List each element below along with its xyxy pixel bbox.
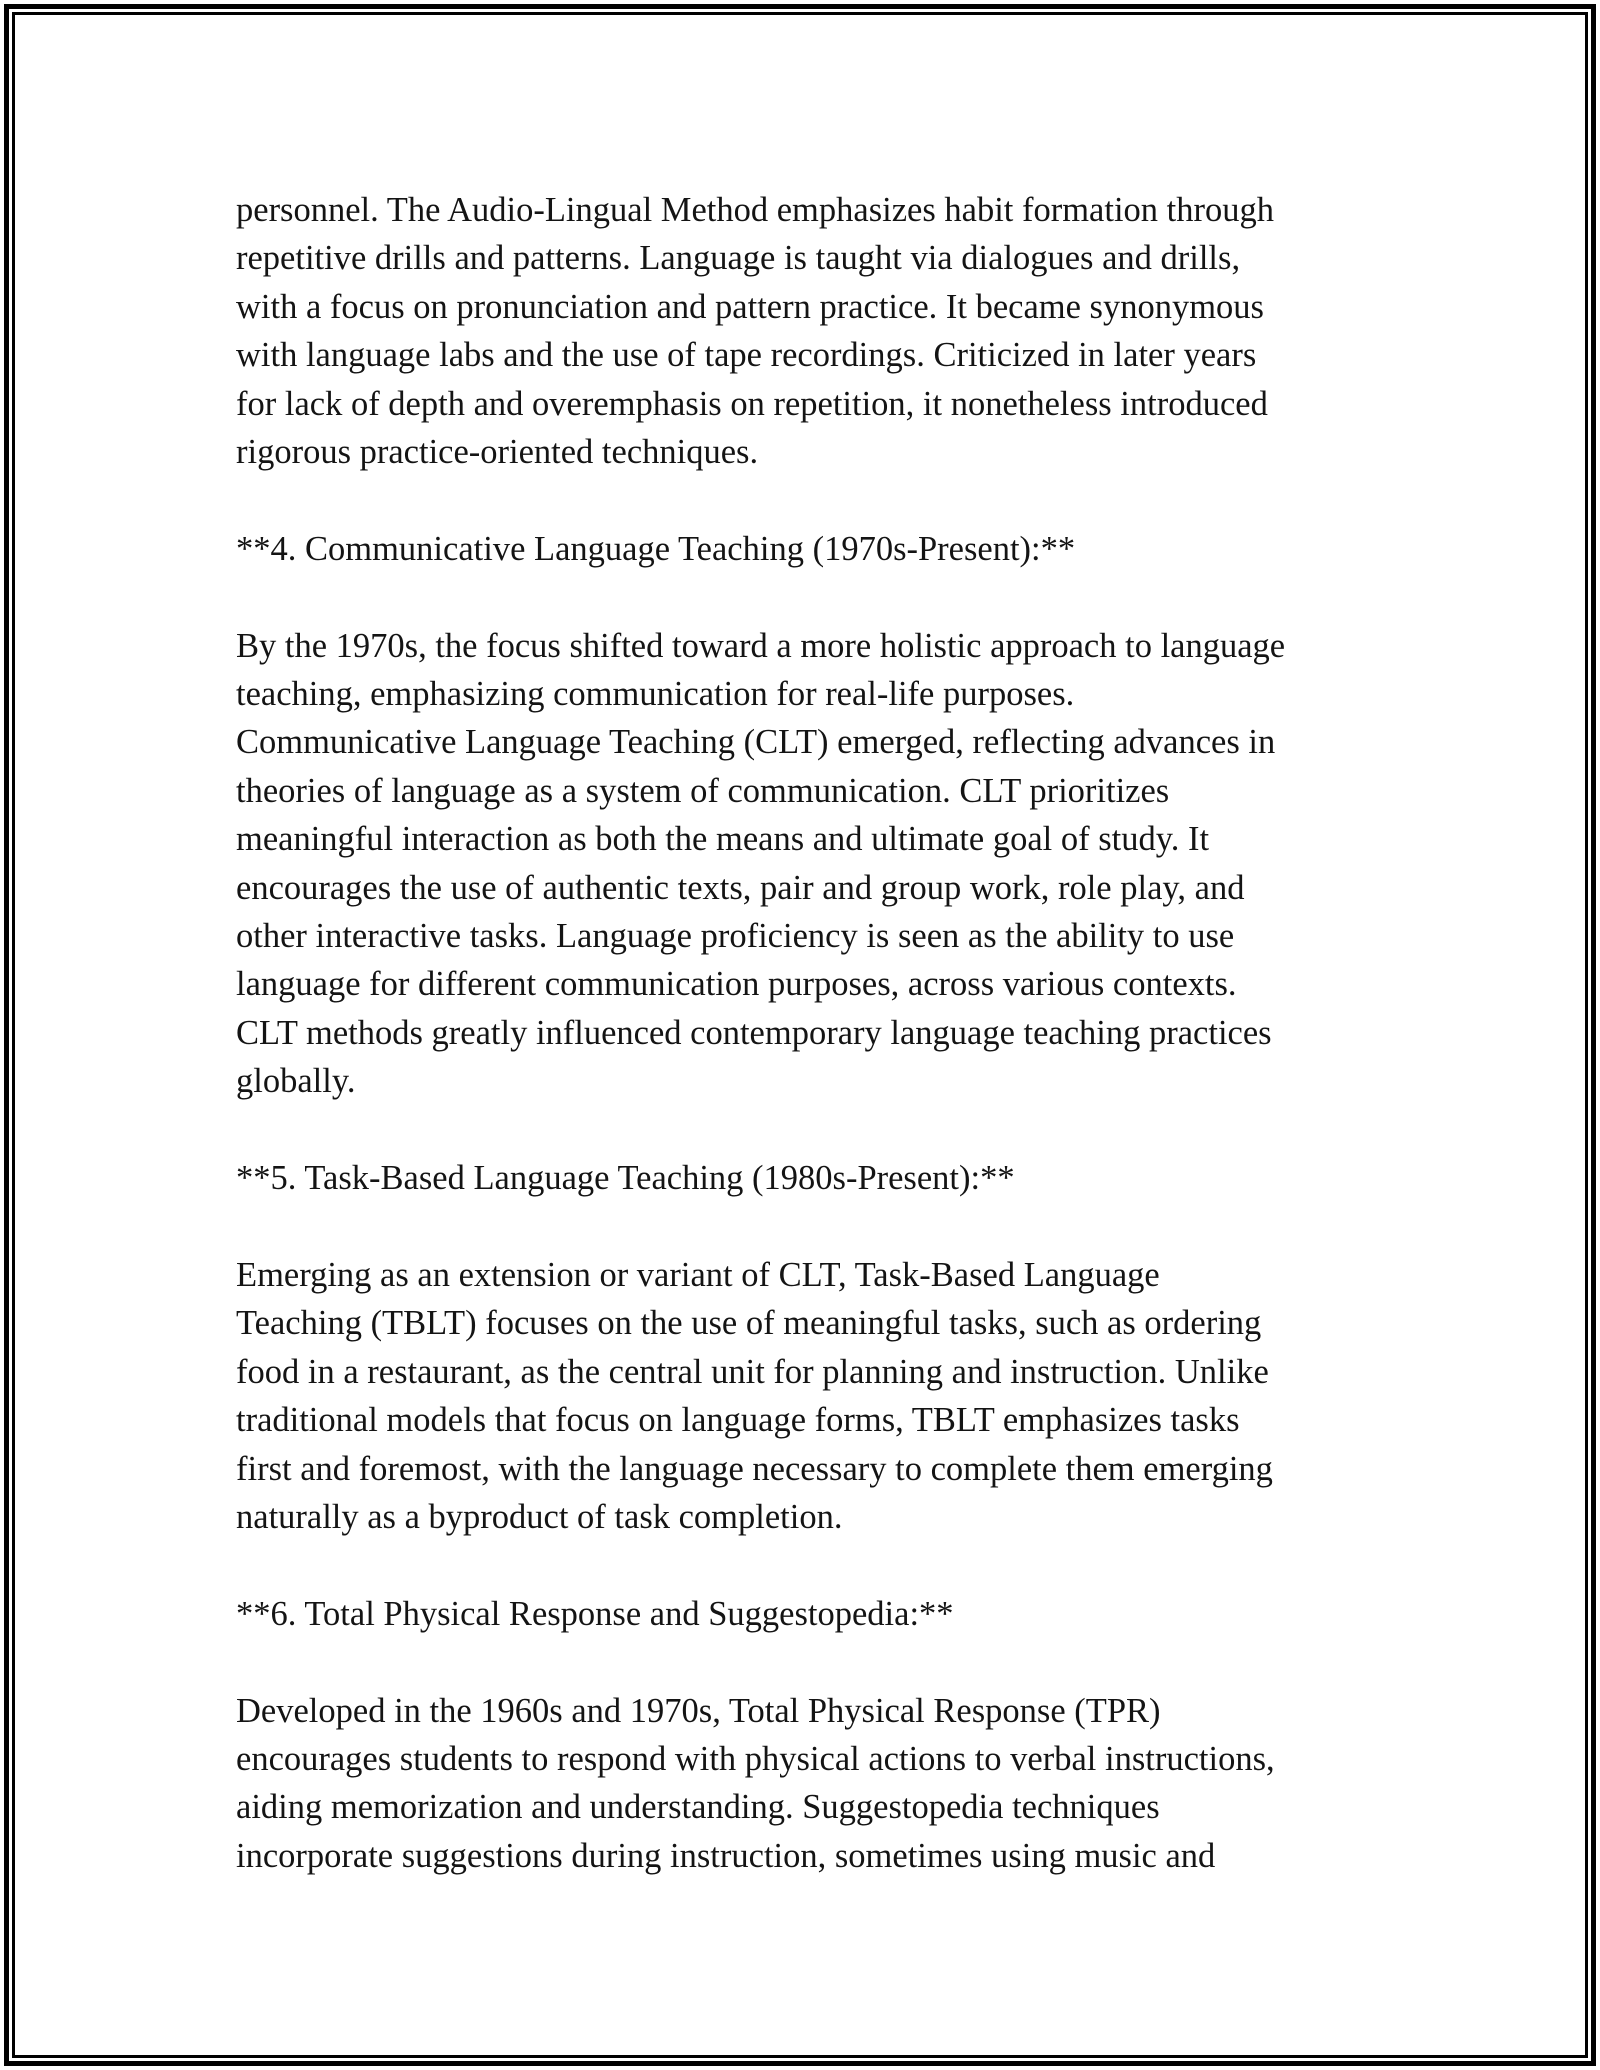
paragraph-audio-lingual-continued: personnel. The Audio-Lingual Method emphasizes habit formation through repetitive drills and patterns. Language is taught via dialogues and drills, with a focus on pronunciation and pattern practice. It became synonymous with language labs and the use of tape recordings. Criticized in later years for lack of depth and overemphasis on repetition, it nonetheless introduced rigorous practice-oriented techniques. bbox=[236, 191, 1274, 472]
paragraph-total-physical-response: Developed in the 1960s and 1970s, Total Physical Response (TPR) encourages students to respond with physical actions to verbal instructions, aiding memorization and understanding. Suggestopedia techniques incorporate suggestions during instruction, sometimes using music and bbox=[236, 1691, 1275, 1875]
heading-communicative-language-teaching: **4. Communicative Language Teaching (1970s-Present):** bbox=[236, 529, 1076, 568]
paragraph-task-based-language-teaching: Emerging as an extension or variant of CLT, Task-Based Language Teaching (TBLT) focuses on the use of meaningful tasks, such as ordering food in a restaurant, as the central unit for planning and instruction. Unlike traditional models that focus on language forms, TBLT emphasizes tasks first and foremost, with the language necessary to complete them emerging naturally as a byproduct of task completion. bbox=[236, 1255, 1273, 1536]
heading-total-physical-response: **6. Total Physical Response and Suggestopedia:** bbox=[236, 1594, 954, 1633]
document-body bbox=[236, 186, 1366, 1880]
heading-task-based-language-teaching: **5. Task-Based Language Teaching (1980s-Present):** bbox=[236, 1159, 1015, 1198]
paragraph-communicative-language-teaching: By the 1970s, the focus shifted toward a more holistic approach to language teaching, emphasizing communication for real-life purposes. Communicative Language Teaching (CLT) emerged, reflecting advances in theories of language as a system of communication. CLT prioritizes meaningful interaction as both the means and ultimate goal of study. It encourages the use of authentic texts, pair and group work, role play, and other interactive tasks. Language proficiency is seen as the ability to use language for different communication purposes, across various contexts. CLT methods greatly influenced contemporary language teaching practices globally. bbox=[236, 626, 1286, 1101]
